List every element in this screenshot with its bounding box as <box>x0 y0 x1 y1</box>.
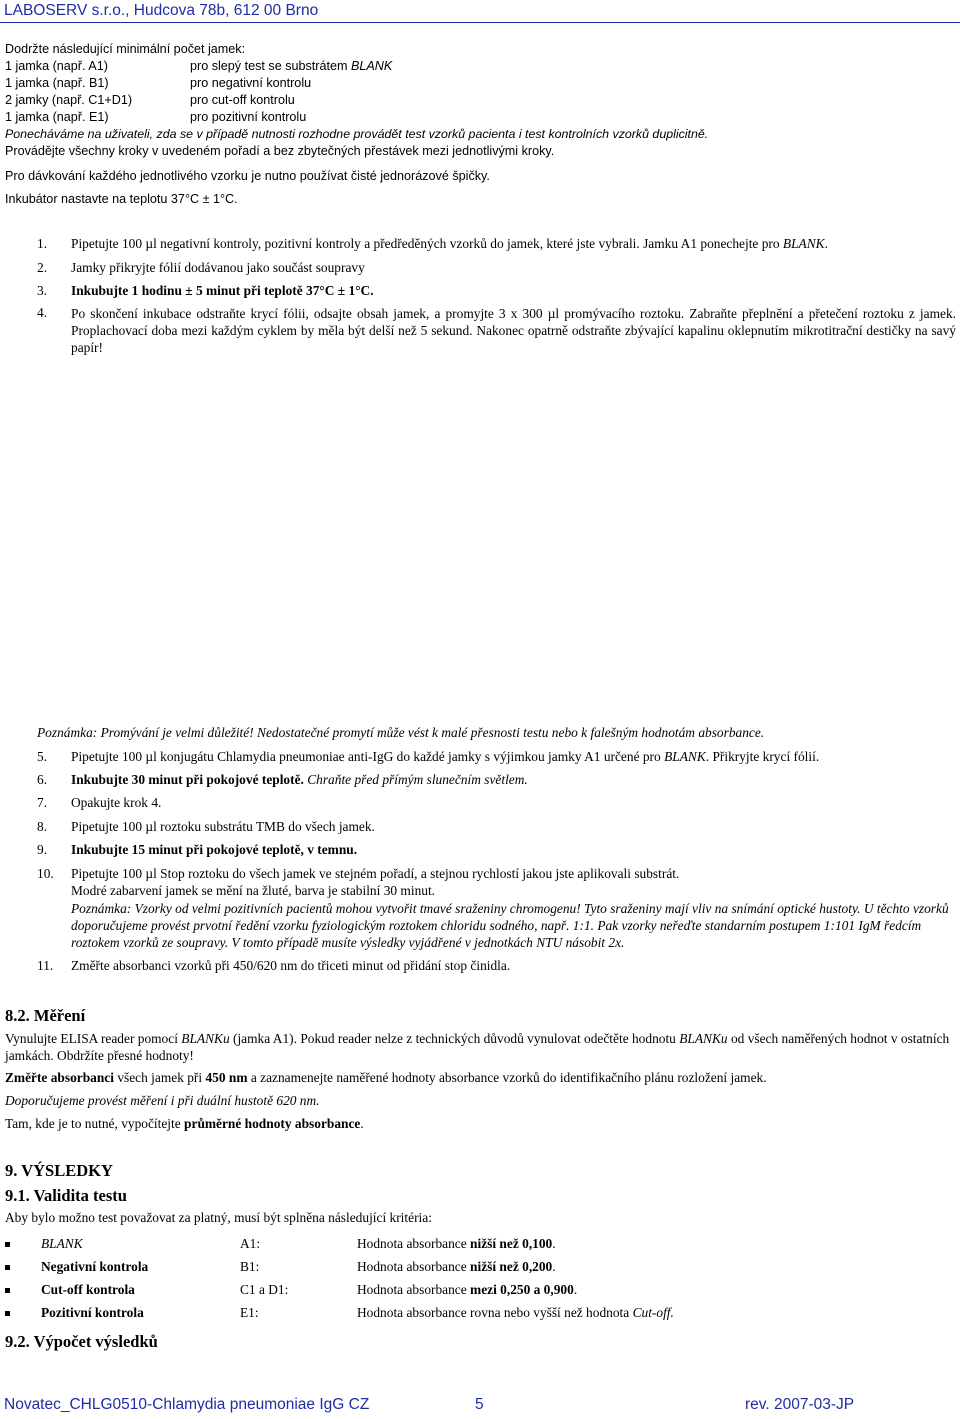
instruction-tips: Pro dávkování každého jednotlivého vzorku je nutno používat čisté jednorázové špičky. <box>5 169 490 183</box>
criteria-control-name: Negativní kontrola <box>41 1259 149 1274</box>
measurement-p3: Doporučujeme provést měření i při duální hustotě 620 nm. <box>5 1093 320 1108</box>
well-row-a: 1 jamka (např. E1) <box>5 110 109 124</box>
page-header: LABOSERV s.r.o., Hudcova 78b, 612 00 Brno <box>4 2 319 19</box>
step-number: 9. <box>37 842 48 857</box>
section-title-calculation: 9.2. Výpočet výsledků <box>5 1332 158 1351</box>
step-1-text: Pipetujte 100 µl negativní kontroly, pozitivní kontroly a předředěných vzorků do jamek, které jste vybrali. Jamku A1 ponechejte pro BLANK. <box>71 236 828 251</box>
criteria-condition: Hodnota absorbance rovna nebo vyšší než hodnota Cut-off. <box>357 1305 674 1320</box>
section-title-validity: 9.1. Validita testu <box>5 1186 127 1205</box>
criteria-condition: Hodnota absorbance nižší než 0,200. <box>357 1259 556 1274</box>
section-title-results: 9. VÝSLEDKY <box>5 1161 113 1180</box>
step-number: 11. <box>37 958 54 973</box>
step-5-text: Pipetujte 100 µl konjugátu Chlamydia pneumoniae anti-IgG do každé jamky s výjimkou jamky A1 určené pro BLANK. Přikryjte krycí fólií. <box>71 749 820 764</box>
criteria-well: B1: <box>240 1259 260 1274</box>
step-number: 1. <box>37 236 48 251</box>
washing-note: Poznámka: Promývání je velmi důležité! Nedostatečné promytí může vést k malé přesnosti testu nebo k falešným hodnotám absorbance. <box>37 725 765 740</box>
well-row-a: 1 jamka (např. B1) <box>5 76 109 90</box>
step-8-text: Pipetujte 100 µl roztoku substrátu TMB do všech jamek. <box>71 819 375 834</box>
step-number: 7. <box>37 795 48 810</box>
well-row-b: pro negativní kontrolu <box>190 76 312 90</box>
step-number: 10. <box>37 866 54 881</box>
instruction-incubator: Inkubátor nastavte na teplotu 37°C ± 1°C. <box>5 192 238 206</box>
section-title-measurement: 8.2. Měření <box>5 1006 86 1025</box>
criteria-well: A1: <box>240 1236 261 1251</box>
criteria-condition: Hodnota absorbance nižší než 0,100. <box>357 1236 556 1251</box>
step-11-text: Změřte absorbanci vzorků při 450/620 nm do třiceti minut od přidání stop činidla. <box>71 958 511 973</box>
step-number: 8. <box>37 819 48 834</box>
step-9-text: Inkubujte 15 minut při pokojové teplotě, v temnu. <box>71 842 358 857</box>
well-row-b: pro pozitivní kontrolu <box>190 110 307 124</box>
measurement-p4: Tam, kde je to nutné, vypočítejte průměrné hodnoty absorbance. <box>5 1116 364 1131</box>
instruction-order: Provádějte všechny kroky v uvedeném pořadí a bez zbytečných přestávek mezi jednotlivými kroky. <box>5 144 555 158</box>
criteria-control-name: Cut-off kontrola <box>41 1282 135 1297</box>
bullet-icon <box>5 1311 10 1316</box>
step-4-text: Po skončení inkubace odstraňte krycí fólii, odsajte obsah jamek, a promyjte 3 x 300 µl promývacího roztoku. Zabraňte přeplnění a přetečení roztoku z jamek. Proplachovací doba mezi každým cyklem by měla být delší než 5 sekund. Nakonec opatrně odstraňte zbývající kapalinu oklepnutím mikrotitrační destičky na savý papír! <box>71 306 956 355</box>
duplicate-note: Ponecháváme na uživateli, zda se v případě nutnosti rozhodne provádět test vzorků pacienta i test kontrolních vzorků duplicitně. <box>5 127 709 141</box>
criteria-condition: Hodnota absorbance mezi 0,250 a 0,900. <box>357 1282 578 1297</box>
measurement-p2: Změřte absorbanci všech jamek při 450 nm a zaznamenejte naměřené hodnoty absorbance vzorků do identifikačního plánu rozložení jamek. <box>5 1070 767 1085</box>
footer-page-number: 5 <box>475 1396 484 1413</box>
bullet-icon <box>5 1288 10 1293</box>
step-number: 2. <box>37 260 48 275</box>
header-divider <box>0 22 960 23</box>
footer-revision: rev. 2007-03-JP <box>745 1396 855 1413</box>
step-7-text: Opakujte krok 4. <box>71 795 162 810</box>
step-number: 5. <box>37 749 48 764</box>
well-row-b: pro cut-off kontrolu <box>190 93 295 107</box>
footer-document-name: Novatec_CHLG0510-Chlamydia pneumoniae IgG CZ <box>4 1396 370 1413</box>
step-number: 4. <box>37 305 48 320</box>
criteria-control-name: Pozitivní kontrola <box>41 1305 144 1320</box>
step-6-text: Inkubujte 30 minut při pokojové teplotě. Chraňte před přímým slunečním světlem. <box>71 772 528 787</box>
measurement-p1: Vynulujte ELISA reader pomocí BLANKu (jamka A1). Pokud reader nelze z technických důvodů vynulovat odečtěte hodnotu BLANKu od všech naměřených hodnot v ostatních jamkách. Obdržíte přesné hodnoty! <box>5 1031 950 1063</box>
step-10-color-note: Modré zabarvení jamek se mění na žluté, barva je stabilní 30 minut. <box>71 883 436 898</box>
step-10-note: Poznámka: Vzorky od velmi pozitivních pacientů mohou vytvořit tmavé sraženiny chromogenu! Tyto sraženiny mají vliv na snímání optické hustoty. U těchto vzorků doporučujeme provést prvotní ředění vzorku fyziologickým roztokem chloridu sodného, např. 1:1. Pak vzorky neřeďte standarním postupem 1:101 IgM ředcím roztokem vzorků ze soupravy. V tomto případě musíte výsledky vyjádřené v jednotkách NTU násobit 2x. <box>71 901 949 950</box>
well-row-a: 1 jamka (např. A1) <box>5 59 108 73</box>
step-2-text: Jamky přikryjte fólií dodávanou jako součást soupravy <box>71 260 365 275</box>
step-number: 3. <box>37 283 48 298</box>
bullet-icon <box>5 1265 10 1270</box>
step-number: 6. <box>37 772 48 787</box>
criteria-well: C1 a D1: <box>240 1282 289 1297</box>
validity-intro: Aby bylo možno test považovat za platný, musí být splněna následující kritéria: <box>5 1210 432 1225</box>
well-row-a: 2 jamky (např. C1+D1) <box>5 93 133 107</box>
wells-intro: Dodržte následující minimální počet jamek: <box>5 42 246 56</box>
bullet-icon <box>5 1242 10 1247</box>
criteria-well: E1: <box>240 1305 259 1320</box>
step-10-text: Pipetujte 100 µl Stop roztoku do všech jamek ve stejném pořadí, a stejnou rychlostí jakou jste aplikovali substrát. <box>71 866 680 881</box>
criteria-control-name: BLANK <box>41 1236 83 1251</box>
well-row-b: pro slepý test se substrátem BLANK <box>190 59 393 73</box>
step-3-text: Inkubujte 1 hodinu ± 5 minut při teplotě 37°C ± 1°C. <box>71 283 374 298</box>
